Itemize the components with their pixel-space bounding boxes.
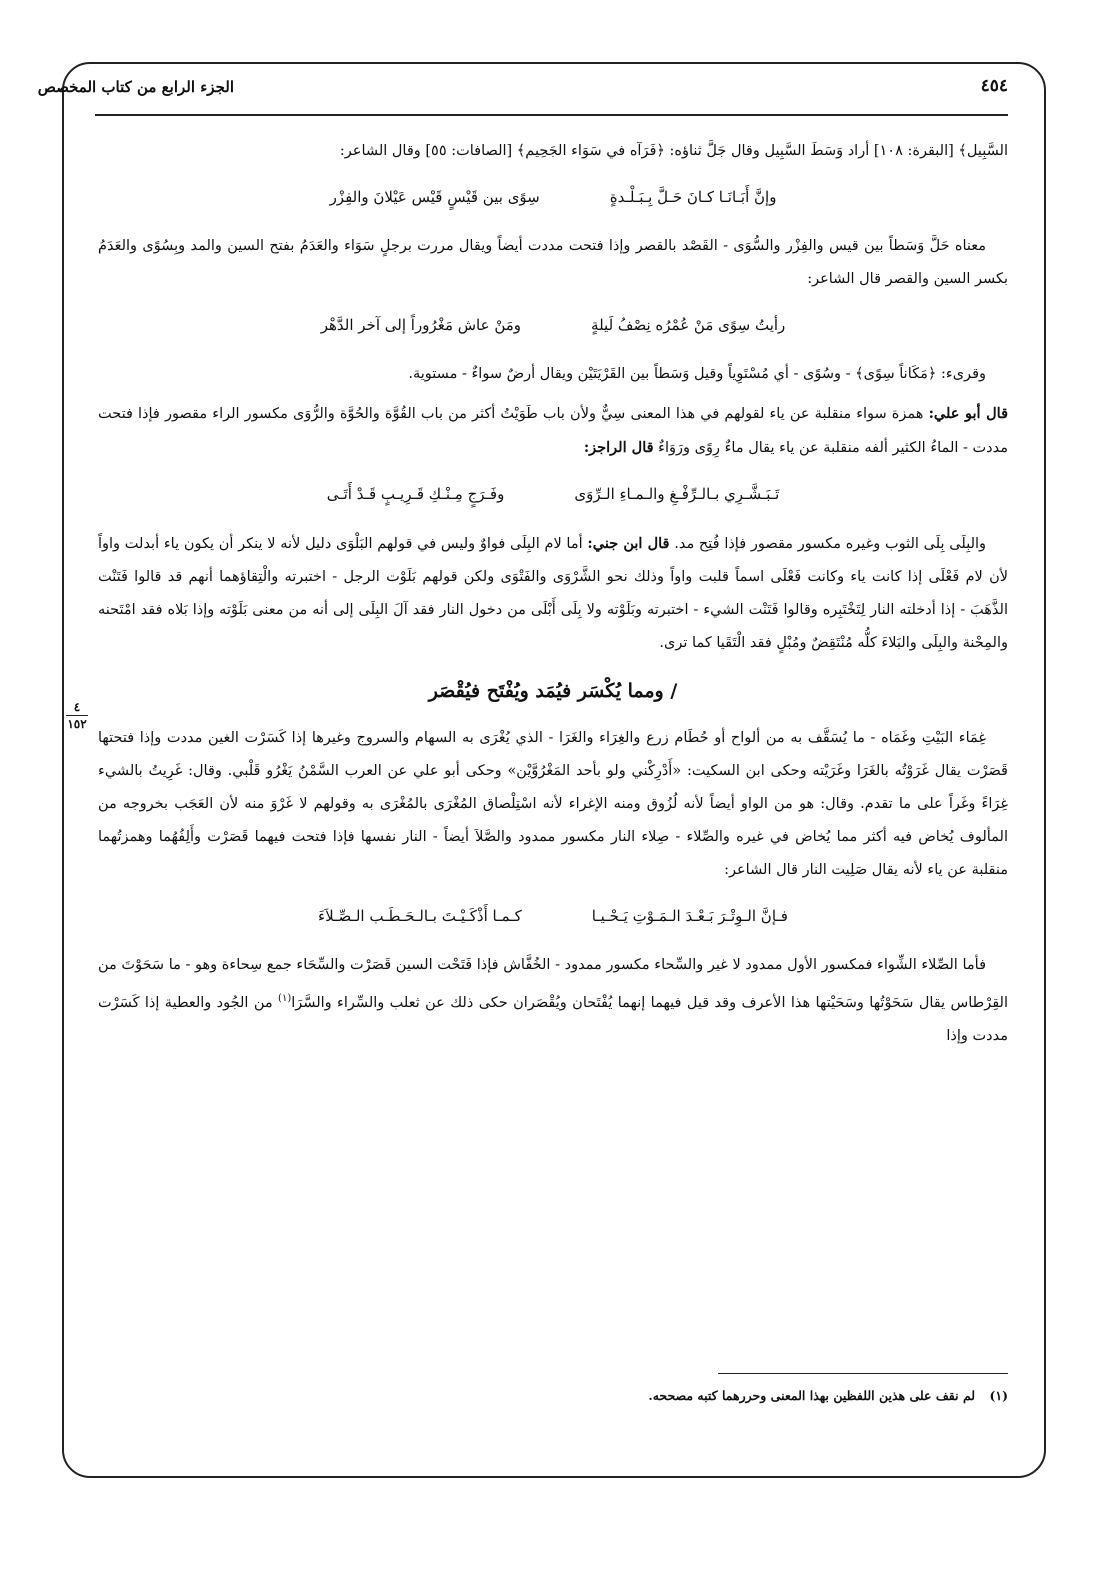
paragraph-1: السَّبِيل﴾ [البقرة: ١٠٨] أراد وَسَطَ السَّبِيل وقال جَلَّ ثناؤه: ﴿فَرَآه في سَوَاء الجَحِيم﴾ [الصافات: ٥٥] وقال الشاعر: (339, 143, 1008, 159)
verse-2-first-half: رأيتُ سِوًى مَنْ عُمْرُه نِصْفُ لَيلةٍ (591, 316, 786, 334)
footnote-number: (١) (989, 1388, 1008, 1403)
paragraph-3: وقرىء: ﴿مَكَاناً سِوًى﴾ - وسُوًى - أي مُسْتَوِياً وقيل وَسَطاً بين القَرْيَتَيْن ويقال أرضٌ سواءٌ - مستوية. (408, 366, 986, 382)
section-title: / ومما يُكْسَر فيُمَد ويُفْتَح فيُقْصَر (428, 680, 678, 702)
verse-3-first-half: تَـبَـشَّـرِي بـالـرِّفْـغِ والـمـاءِ الـرِّوَى (574, 485, 780, 503)
verse-2-second-half: ومَنْ عاش مَغْرُوراً إلى آخر الدَّهْر (320, 316, 522, 334)
paragraph-5: والبِلَى بِلَى الثوب وغيره مكسور مقصور فإذا فُتِح مد. قال ابن جني: أما لام البِلَى فواوٌ وليس في قولهم البَلْوَى دليل لأنه لا ينكر أن يكون ياء أبدلت واواً لأن لام فَعْلَى إذا كانت ياء وكانت فَعْلَى اسماً قلبت واواً وذلك نحو الشَّرْوَى والفَتْوَى ولكن قولهم بَلَوْت الرجل - اختبرته والْتِقاؤهما أنهم قد قالوا فَتَنْت الذَّهَبَ - إذا أدخلته النار لِتَخْتَبِره وقالوا فَتَنْت الشيء - اختبرته وبَلَوْته ولا بِلَى أَبْلَى من دخول النار فقد آلَ البِلَى إلى أنه من معنى بَلَوْته وإذا بَلاه فقد امْتَحنه والمِحْنة والبِلَى والبَلاءَ كلُّه مُنْتَقِضٌ ومُبْلٍ فقد الْتَقَيا كما ترى. (98, 535, 1008, 651)
page-number: ٤٥٤ (980, 76, 1008, 96)
verse-1 (98, 182, 1008, 212)
speaker-rajiz: قال الراجز: (583, 439, 654, 456)
margin-page-marker (62, 700, 92, 731)
footnote (98, 1386, 1008, 1406)
verse-3-second-half: وفَـرَجٍ مِـنْـكِ قَـرِيـبٍ قَـدْ أَتَـى (326, 485, 505, 503)
footnote-rule (718, 1373, 1008, 1374)
speaker-abu-ali: قال أبو علي: (928, 405, 1008, 422)
verse-4-first-half: فـإنَّ الـوِتْـرَ بَـعْـدَ الـمَـوْتِ يَـحْـيـا (591, 907, 788, 925)
paragraph-2: معناه حَلَّ وَسَطاً بين قيس والفِزْر والسُّوَى - القَصْد بالقصر وإذا فتحت مددت أيضاً ويقال مررت برجلٍ سَوَاء والعَدَمُ بفتح السين والمد وبِسُوًى والعَدَمُ بكسر السين والقصر قال الشاعر: (98, 238, 1008, 287)
page-header (37, 74, 1008, 110)
paragraph-7: فأما الصِّلاء الشِّواء فمكسور الأول ممدود لا غير والسِّحاء مكسور ممدود - الخُفَّاش فإذا فَتَحْت السين قَصَرْت والسِّحَاء جمع سِحاءة وهو - ما سَحَوْتَ من القِرْطاس يقال سَحَوْتُها وسَحَيْتها هذا الأعرف وقد قيل فيهما إنهما يُفْتَحان ويُقْصَران حكى ذلك عن ثعلب والسِّراء والسَّرَا$^{(١)}$ من الجُود والعطية إذا كَسَرْت مددت وإذا (98, 957, 1009, 1044)
main-text (98, 135, 1008, 1059)
verse-3 (98, 479, 1008, 509)
running-head: الجزء الرابع من كتاب المخصص (37, 78, 234, 96)
footnote-ref[interactable]: (١) (278, 993, 292, 1004)
speaker-ibn-jinni: قال ابن جني: (587, 535, 670, 552)
verse-4-second-half: كـمـا أَذْكَـيْـتَ بـالـحَـطَـب الـصِّـلاَءَ (318, 907, 522, 925)
paragraph-6: غِمَاء البَيْتِ وغَمَاه - ما يُسَقَّف به من ألواح أو حُطَام زرع والغِرَاء والغَرَا - الذي يُغْرَى به السهام والسروج وغيرها إذا كَسَرْت الغين مددت وإذا فتحتها قَصَرْت يقال غَرَوْتُه بالغَرَا وغَرَيْته وحكى ابن السكيت: «أَدْرِكْني ولو بأحد المَغْرُوَّيْن» وحكى أبو علي عن العرب السَّمْنُ يَغْرُو قَلْبي. وقال: غَرِيتُ بالشيء غِرَاءً وغَراً على ما تقدم. وقال: هو من الواو أيضاً لأنه لُزُوق ومنه الإغراء لأنه اسْتِلْصاق المُغْرَى بالمُغْرَى به وقولهم لا غَرْوَ منه لأن العَجَب بخروجه من المألوف يُخاض فيه أكثر مما يُخاض في غيره والصِّلاء - صِلاء النار مكسور ممدود والصَّلاَ أيضاً - النار نفسها فإذا فتحت فيهما قَصَرْت وأَلِفُهُما وهمزتُهما منقلبة عن ياء لأنه يقال صَلِيت النار قال الشاعر: (98, 730, 1008, 878)
verse-4 (98, 901, 1008, 931)
verse-1-first-half: وإنَّ أَبَـانَـا كـانَ حَـلَّ بِـبَـلْـدةٍ (609, 188, 777, 206)
footnote-text: لم نقف على هذين اللفظين بهذا المعنى وحررهما كتبه مصححه. (648, 1388, 976, 1403)
margin-marker-top: ٤ (73, 700, 81, 714)
header-rule (95, 114, 1008, 116)
verse-1-second-half: سِوًى بين قَيْسٍ قَيْس عَيْلانَ والفِزْر (329, 188, 540, 206)
margin-marker-bar (66, 715, 88, 716)
paragraph-4: قال أبو علي: همزة سواء منقلبة عن ياء لقولهم في هذا المعنى سِيٌّ ولأن باب طَوَيْتُ أكثر من باب القُوَّة والحُوَّة والرُّوَى مكسور الراء مقصور فإذا فتحت مددت - الماءُ الكثير ألفه منقلبة عن ياء يقال ماءٌ رِوًى ورَوَاءٌ قال الراجز: (98, 405, 1008, 456)
verse-2 (98, 310, 1008, 340)
margin-marker-bottom: ١٥٢ (67, 717, 87, 731)
